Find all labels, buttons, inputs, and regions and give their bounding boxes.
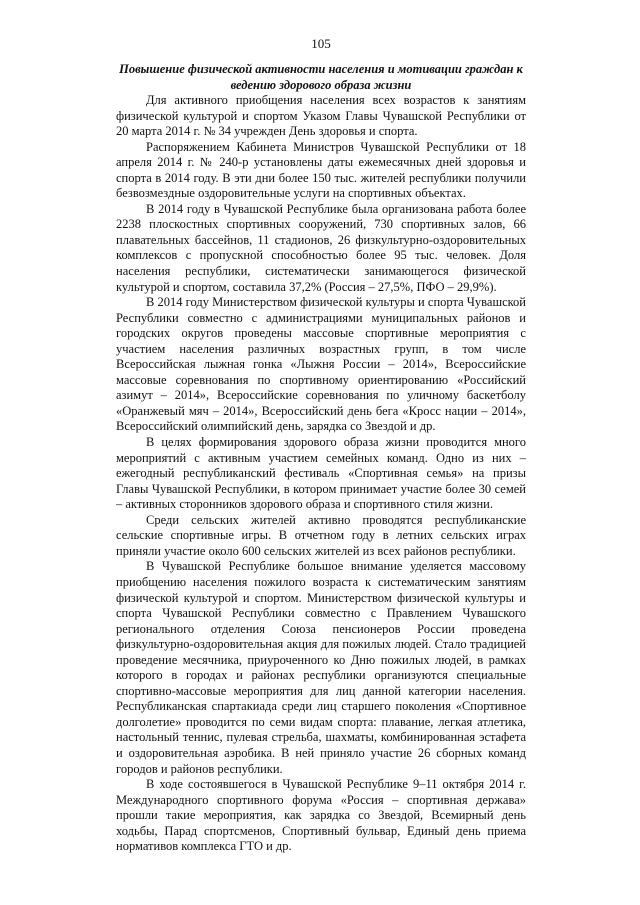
section-heading: Повышение физической активности населения и мотивации граждан к ведению здорового образа жизни	[119, 62, 523, 92]
paragraph-1: Для активного приобщения населения всех возрастов к занятиям физической культурой и спортом Указом Главы Чувашской Республики от 20 марта 2014 г. № 34 учрежден День здоровья и спорта.	[116, 93, 526, 139]
paragraph-8: В ходе состоявшегося в Чувашской Республике 9–11 октября 2014 г. Международного спортивного форума «Россия – спортивная держава» прошли такие мероприятия, как зарядка со Звездой, Всемирный день ходьбы, Парад спортсменов, Спортивный бульвар, Единый день приема нормативов комплекса ГТО и др.	[116, 777, 526, 854]
paragraph-7: В Чувашской Республике большое внимание уделяется массовому приобщению населения пожилого возраста к систематическим занятиям физической культурой и спортом. Министерством физической культуры и спорта Чувашской Республики совместно с Правлением Чувашского регионального отделения Союза пенсионеров России проведена физкультурно-оздоровительная акция для пожилых людей. Стало традицией проведение месячника, приуроченного ко Дню пожилых людей, в рамках которого в городах и районах республики организуются специальные спортивно-массовые мероприятия для лиц данной категории населения. Республиканская спартакиада среди лиц старшего поколения «Спортивное долголетие» проводится по семи видам спорта: плавание, легкая атлетика, настольный теннис, пулевая стрельба, шахматы, комбинированная эстафета и оздоровительная аэробика. В ней приняло участие 26 сборных команд городов и районов республики.	[116, 559, 526, 776]
document-page	[116, 36, 526, 855]
paragraph-4: В 2014 году Министерством физической культуры и спорта Чувашской Республики совместно с администрациями муниципальных районов и городских округов проведены массовые спортивные мероприятия с участием населения различных возрастных групп, в том числе Всероссийская лыжная гонка «Лыжня России – 2014», Всероссийские массовые соревнования по спортивному ориентированию «Российский азимут – 2014», Всероссийские соревнования по уличному баскетболу «Оранжевый мяч – 2014», Всероссийский день бега «Кросс нации – 2014», Всероссийский олимпийский день, зарядка со Звездой и др.	[116, 295, 526, 434]
page-number: 105	[311, 36, 331, 51]
paragraph-3: В 2014 году в Чувашской Республике была организована работа более 2238 плоскостных спортивных сооружений, 730 спортивных залов, 66 плавательных бассейнов, 11 стадионов, 26 физкультурно-оздоровительных комплексов с пропускной способностью более 95 тыс. человек. Доля населения республики, систематически занимающегося физической культурой и спортом, составила 37,2% (Россия – 27,5%, ПФО – 29,9%).	[116, 201, 526, 294]
paragraph-6: Среди сельских жителей активно проводятся республиканские сельские спортивные игры. В отчетном году в летних сельских играх приняли участие около 600 сельских жителей из всех районов республики.	[116, 512, 526, 558]
paragraph-2: Распоряжением Кабинета Министров Чувашской Республики от 18 апреля 2014 г. № 240-р установлены даты ежемесячных дней здоровья и спорта в 2014 году. В эти дни более 150 тыс. жителей республики получили безвозмездные оздоровительные услуги на спортивных объектах.	[116, 139, 526, 201]
paragraph-5: В целях формирования здорового образа жизни проводится много мероприятий с активным участием семейных команд. Одно из них – ежегодный республиканский фестиваль «Спортивная семья» на призы Главы Чувашской Республики, в котором принимает участие более 30 семей – активных сторонников здорового образа и спортивного стиля жизни.	[116, 435, 526, 512]
